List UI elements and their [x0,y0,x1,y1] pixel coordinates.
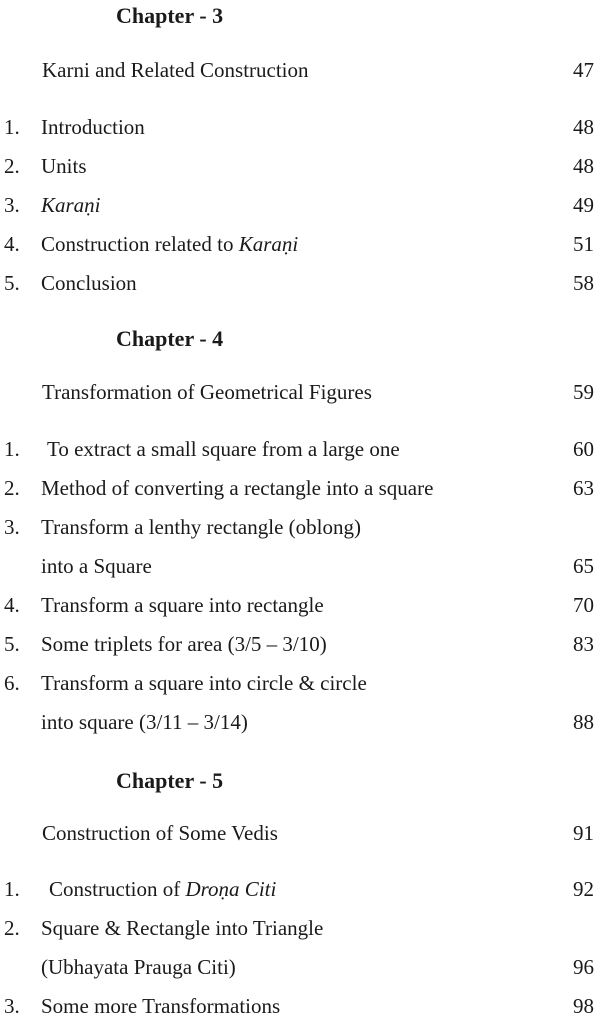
page-number: 65 [573,554,594,578]
entry-title [49,876,276,902]
entry-title-italic: Droṇa Citi [185,877,277,901]
entry-number: 1. [4,877,20,901]
entry-title: Method of converting a rectangle into a square [41,476,434,500]
entry-title: Some more Transformations [41,994,281,1018]
entry-number: 6. [4,671,20,695]
page-number: 47 [573,58,594,82]
entry-title-line2: (Ubhayata Prauga Citi) [41,955,236,979]
entry-title: Conclusion [41,271,137,295]
page-number: 60 [573,437,594,461]
entry-title-italic: Karaṇi [238,232,299,256]
page-number: 98 [573,994,594,1018]
page-number: 88 [573,710,594,734]
entry-title-text: Construction related to [41,232,239,256]
entry-title-line2: into square (3/11 – 3/14) [41,710,248,734]
entry-number: 5. [4,271,20,295]
entry-number: 4. [4,593,20,617]
entry-title-line2: into a Square [41,554,152,578]
entry-number: 1. [4,437,20,461]
page-number: 63 [573,476,594,500]
entry-title: Karaṇi [41,193,101,217]
page-number: 48 [573,154,594,178]
page-number: 48 [573,115,594,139]
entry-number: 5. [4,632,20,656]
page-number: 58 [573,271,594,295]
page-number: 59 [573,380,594,404]
entry-title: To extract a small square from a large one [47,437,400,461]
entry-title: Transform a square into circle & circle [41,671,367,695]
entry-number: 3. [4,193,20,217]
entry-number: 4. [4,232,20,256]
entry-title-text: Construction of [49,877,186,901]
chapter-5-heading: Chapter - 5 [116,768,224,793]
entry-number: 3. [4,515,20,539]
entry-number: 1. [4,115,20,139]
page-number: 51 [573,232,594,256]
page-number: 96 [573,955,594,979]
chapter-3-heading: Chapter - 3 [116,3,224,28]
entry-title: Transform a lenthy rectangle (oblong) [41,515,361,539]
chapter-4-heading: Chapter - 4 [116,326,224,351]
entry-title: Units [41,154,87,178]
entry-title: Some triplets for area (3/5 – 3/10) [41,632,327,656]
page-number: 49 [573,193,594,217]
page-number: 70 [573,593,594,617]
entry-title: Introduction [41,115,145,139]
entry-title: Square & Rectangle into Triangle [41,916,324,940]
entry-number: 3. [4,994,20,1018]
entry-title: Transform a square into rectangle [41,593,324,617]
entry-number: 2. [4,916,20,940]
section-title: Karni and Related Construction [42,58,309,82]
section-title: Transformation of Geometrical Figures [42,380,372,404]
entry-number: 2. [4,154,20,178]
page-number: 92 [573,877,594,901]
entry-title [41,231,298,257]
section-title: Construction of Some Vedis [42,821,278,845]
page-number: 83 [573,632,594,656]
page-number: 91 [573,821,594,845]
entry-number: 2. [4,476,20,500]
